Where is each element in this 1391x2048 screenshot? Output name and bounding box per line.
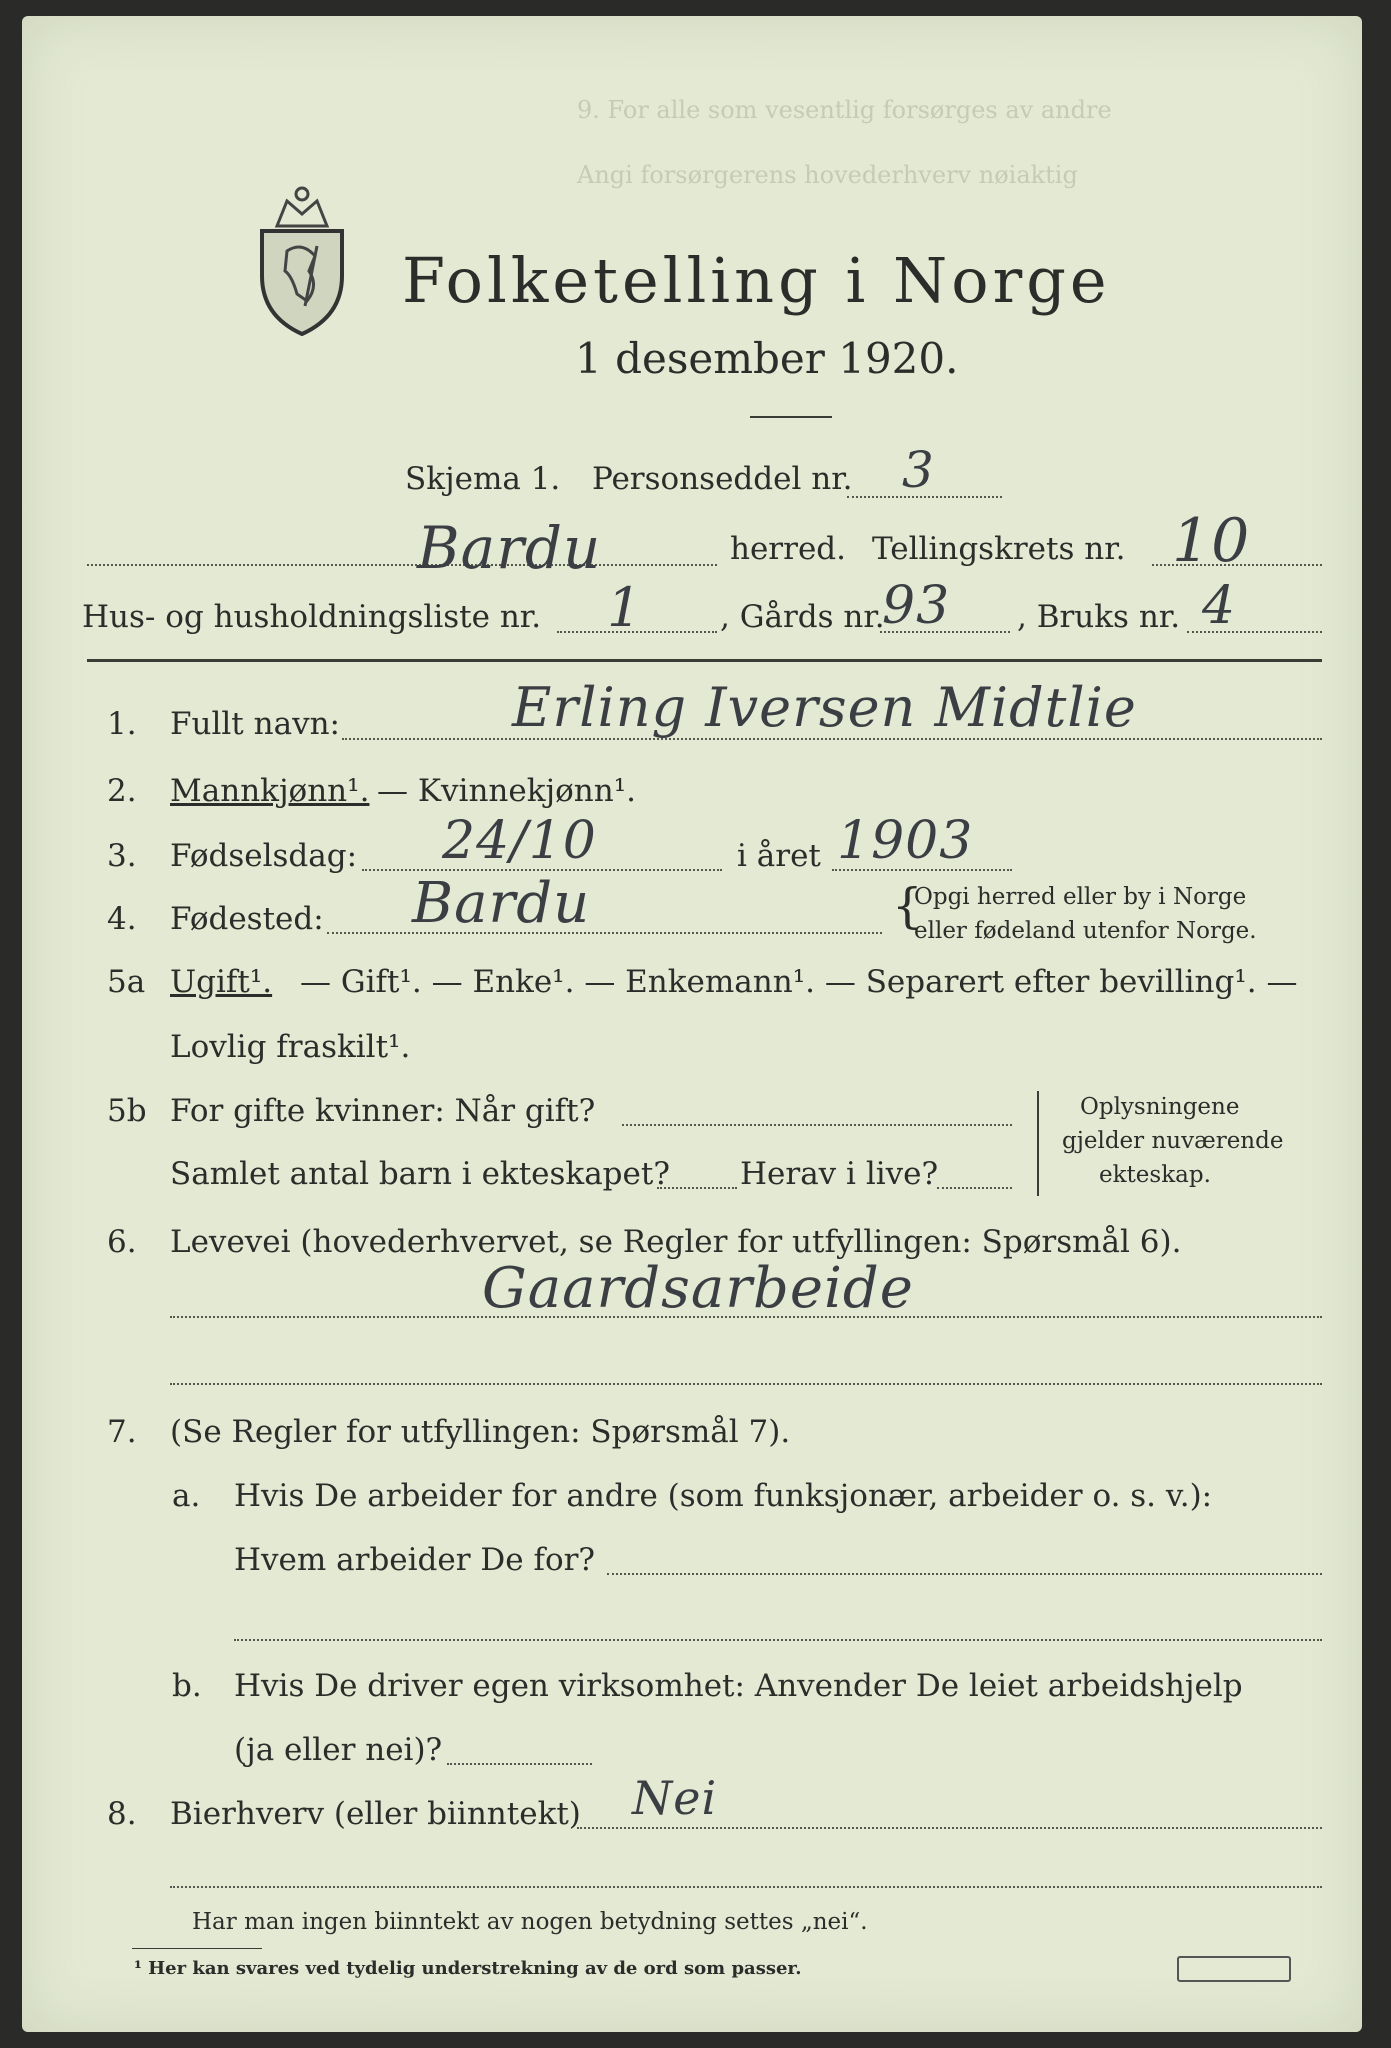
personseddel-value: 3 xyxy=(902,441,935,499)
title-divider xyxy=(750,416,832,418)
husliste-label: Hus- og husholdningsliste nr. xyxy=(82,599,542,635)
q1-label: Fullt navn: xyxy=(170,706,340,742)
q7b-letter: b. xyxy=(172,1668,202,1704)
schema-label: Skjema 1. xyxy=(405,461,561,497)
bleed-through-text: Angi forsørgerens hovederhverv nøiaktig xyxy=(577,161,1078,189)
personseddel-label: Personseddel nr. xyxy=(592,461,853,497)
q6-value: Gaardsarbeide xyxy=(482,1256,914,1321)
q5b-alive-line xyxy=(937,1187,1012,1189)
q7-number: 7. xyxy=(107,1414,137,1450)
q4-number: 4. xyxy=(107,901,137,937)
q4-line xyxy=(327,932,882,934)
q1-number: 1. xyxy=(107,706,137,742)
q7b-label: Hvis De driver egen virksomhet: Anvender De leiet arbeidshjelp xyxy=(234,1668,1243,1704)
q7-label: (Se Regler for utfyllingen: Spørsmål 7). xyxy=(170,1414,791,1450)
q1-value: Erling Iversen Midtlie xyxy=(512,676,1137,739)
q5b-alive-label: Herav i live? xyxy=(740,1156,939,1192)
q7a-letter: a. xyxy=(172,1478,201,1514)
footnote-divider xyxy=(132,1948,262,1949)
bruks-label: , Bruks nr. xyxy=(1017,599,1181,635)
q7b-answer-line xyxy=(447,1763,592,1765)
q8-line1 xyxy=(577,1827,1322,1829)
form-title: Folketelling i Norge xyxy=(402,244,1111,317)
q4-note-line2: eller fødeland utenfor Norge. xyxy=(914,918,1257,944)
tellingskrets-label: Tellingskrets nr. xyxy=(872,531,1126,567)
q5a-options: — Gift¹. — Enke¹. — Enkemann¹. — Separert efter bevilling¹. — xyxy=(300,964,1298,1000)
q5b-label: For gifte kvinner: Når gift? xyxy=(170,1093,596,1129)
q7a-answer-line2 xyxy=(234,1639,1322,1641)
herred-value: Bardu xyxy=(417,514,602,582)
q8-line2 xyxy=(170,1886,1322,1888)
coat-of-arms-icon xyxy=(247,176,357,336)
q6-line2 xyxy=(170,1383,1322,1385)
q5b-note-line2: gjelder nuværende xyxy=(1062,1128,1284,1154)
q5a-line2: Lovlig fraskilt¹. xyxy=(170,1029,411,1065)
q7a-line2: Hvem arbeider De for? xyxy=(234,1542,596,1578)
q4-label: Fødested: xyxy=(170,901,324,937)
q2-kvinnekjonn: — Kvinnekjønn¹. xyxy=(377,773,636,809)
q3-label: Fødselsdag: xyxy=(170,838,358,874)
q5b-number: 5b xyxy=(107,1093,147,1129)
q3-year-label: i året xyxy=(737,838,821,874)
q3-number: 3. xyxy=(107,838,137,874)
footnote: ¹ Her kan svares ved tydelig understrekning av de ord som passer. xyxy=(134,1958,802,1979)
q3-value: 24/10 xyxy=(442,811,597,871)
herred-label: herred. xyxy=(730,531,846,567)
q3-year-value: 1903 xyxy=(837,811,974,871)
q2-mannkjonn: Mannkjønn¹. xyxy=(170,773,370,809)
q8-value: Nei xyxy=(632,1771,718,1825)
tellingskrets-value: 10 xyxy=(1172,506,1251,576)
gards-label: , Gårds nr. xyxy=(720,599,885,635)
q2-number: 2. xyxy=(107,773,137,809)
q5b-note-line3: ekteskap. xyxy=(1099,1162,1211,1188)
q5b-note-bracket xyxy=(1037,1091,1039,1196)
q7a-answer-line1 xyxy=(607,1573,1322,1575)
q5b-children-line xyxy=(657,1187,737,1189)
q5b-note-line1: Oplysningene xyxy=(1080,1094,1240,1120)
printer-mark xyxy=(1177,1956,1291,1982)
q4-note-line1: Opgi herred eller by i Norge xyxy=(914,884,1247,910)
q7b-line2: (ja eller nei)? xyxy=(234,1732,443,1768)
q4-note-brace: { xyxy=(892,878,923,934)
q5a-number: 5a xyxy=(107,964,146,1000)
q6-number: 6. xyxy=(107,1224,137,1260)
q8-number: 8. xyxy=(107,1796,137,1832)
q7a-label: Hvis De arbeider for andre (som funksjonær, arbeider o. s. v.): xyxy=(234,1478,1213,1514)
bleed-through-text: 9. For alle som vesentlig forsørges av andre xyxy=(577,96,1112,124)
q5b-children-label: Samlet antal barn i ekteskapet? xyxy=(170,1156,670,1192)
q5b-married-line xyxy=(622,1124,1012,1126)
header-divider xyxy=(87,659,1322,662)
gards-value: 93 xyxy=(882,576,951,636)
census-form-page xyxy=(22,16,1362,2032)
q6-label: Levevei (hovederhvervet, se Regler for utfyllingen: Spørsmål 6). xyxy=(170,1224,1182,1260)
q4-value: Bardu xyxy=(412,871,591,936)
q5a-ugift: Ugift¹. xyxy=(170,964,273,1000)
herred-line xyxy=(87,564,717,566)
q8-note: Har man ingen biinntekt av nogen betydning settes „nei“. xyxy=(192,1909,868,1935)
bruks-value: 4 xyxy=(1202,576,1237,636)
husliste-value: 1 xyxy=(607,576,643,639)
q8-label: Bierhverv (eller biinntekt) xyxy=(170,1796,581,1832)
census-date: 1 desember 1920. xyxy=(575,334,959,383)
